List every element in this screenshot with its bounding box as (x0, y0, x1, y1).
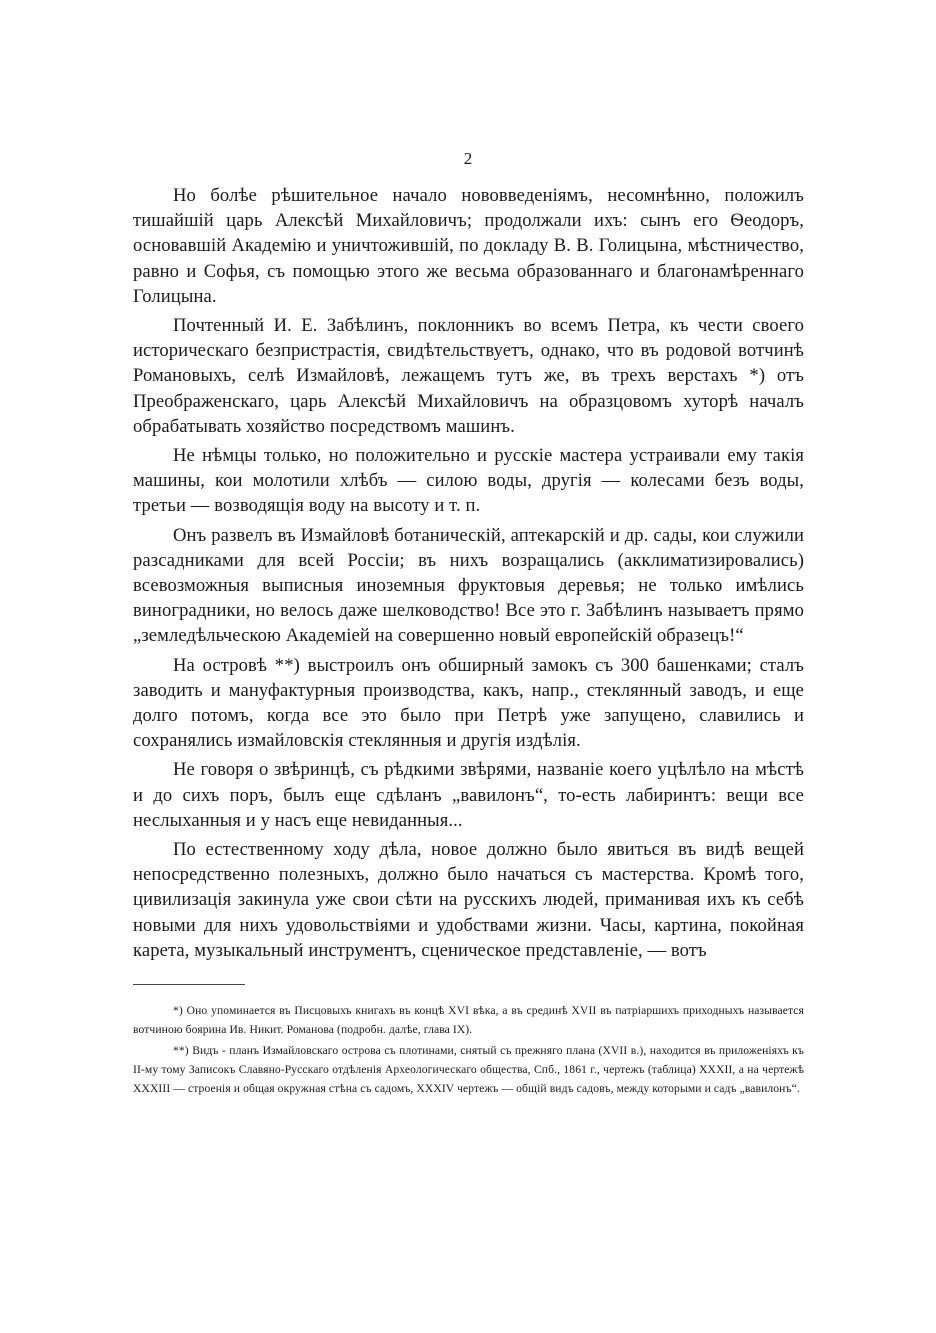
paragraph: Почтенный И. Е. Забѣлинъ, поклонникъ во всемъ Петра, къ чести своего историческаго безпристрастія, свидѣтельствуетъ, однако, что въ родовой вотчинѣ Романовыхъ, селѣ Измайловѣ, лежащемъ тутъ же, въ трехъ верстахъ *) отъ Преображенскаго, царь Алексѣй Михайловичъ на образцовомъ хуторѣ началъ обрабатывать хозяйство посредствомъ машинъ. (133, 315, 804, 437)
paragraph: Не говоря о звѣринцѣ, съ рѣдкими звѣрями, названіе коего уцѣлѣло на мѣстѣ и до сихъ поръ, былъ еще сдѣланъ „вавилонъ“, то-есть лабиринтъ: вещи все неслыханныя и у насъ еще невиданныя... (133, 759, 804, 831)
body-text (133, 183, 804, 967)
footnote-divider (133, 984, 245, 985)
footnote: **) Видъ - планъ Измайловскаго острова съ плотинами, снятый съ прежняго плана (XVII в.), находится въ приложеніяхъ къ II-му тому Записокъ Славяно-Русскаго отдѣленія Археологическаго общества, Спб., 1861 г., чертежъ (таблица) XXXII, а на чертежѣ XXXIII — строенія и общая окружная стѣна съ садомъ, XXXIV чертежъ — общій видъ садовъ, между которыми и садъ „вавилонъ“. (133, 1044, 804, 1095)
paragraph: По естественному ходу дѣла, новое должно было явиться въ видѣ вещей непосредственно полезныхъ, должно было начаться съ мастерства. Кромѣ того, цивилизація закинула уже свои сѣти на русскихъ людей, приманивая ихъ къ себѣ новыми для нихъ удовольствіями и удобствами жизни. Часы, картина, покойная карета, музыкальный инструментъ, сценическое представленіе, — вотъ (133, 839, 804, 961)
paragraph: На островѣ **) выстроилъ онъ обширный замокъ съ 300 башенками; сталъ заводить и мануфактурныя производства, какъ, напр., стеклянный заводъ, и еще долго потомъ, когда все это было при Петрѣ уже запущено, славились и сохранялись измайловскія стеклянныя и другія издѣлія. (133, 654, 804, 752)
footnote: *) Оно упоминается въ Писцовыхъ книгахъ въ концѣ XVI вѣка, а въ срединѣ XVII въ патріаршихъ приходныхъ называется вотчиною боярина Ив. Никит. Романова (подробн. далѣе, глава IX). (133, 1004, 804, 1036)
paragraph: Не нѣмцы только, но положительно и русскіе мастера устраивали ему такія машины, кои молотили хлѣбъ — силою воды, другія — колесами безъ воды, третьи — возводящія воду на высоту и т. п. (133, 445, 804, 517)
page-number: 2 (463, 149, 473, 168)
footnotes (133, 1001, 804, 1100)
paragraph: Онъ развелъ въ Измайловѣ ботаническій, аптекарскій и др. сады, кои служили разсадниками для всей Россіи; въ нихъ возращались (акклиматизировались) всевозможныя выписныя иноземныя фруктовыя деревья; не только имѣлись виноградники, но велось даже шелководство! Все это г. Забѣлинъ называетъ прямо „земледѣльческою Академіей на совершенно новый европейскій образецъ!“ (133, 524, 804, 647)
paragraph: Но болѣе рѣшительное начало нововведеніямъ, несомнѣнно, положилъ тишайшій царь Алексѣй Михайловичъ; продолжали ихъ: сынъ его Ѳеодоръ, основавшій Академію и уничтожившій, по докладу В. В. Голицына, мѣстничество, равно и Софья, съ помощью этого же весьма образованнаго и благонамѣреннаго Голицына. (133, 185, 804, 307)
